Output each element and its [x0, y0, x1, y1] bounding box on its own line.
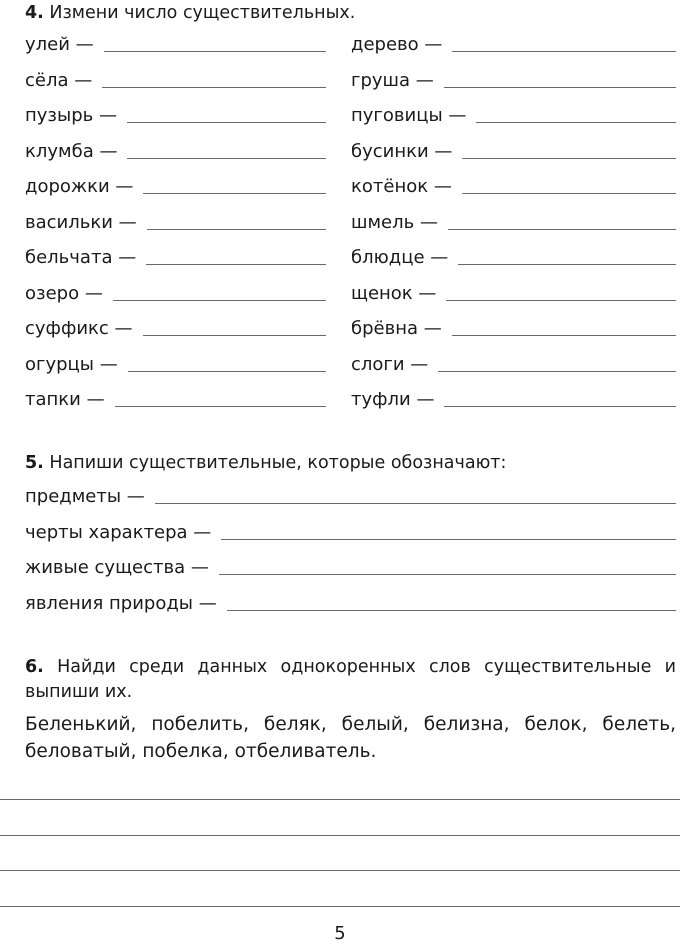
task-4-row	[351, 174, 676, 198]
task-4-number: 4.	[25, 3, 44, 23]
task-4-row	[351, 210, 676, 234]
task-4-word: улей —	[25, 34, 94, 55]
task-5-word: явления природы —	[25, 593, 217, 614]
task-4-row	[351, 103, 676, 127]
task-4-word: брёвна —	[351, 318, 442, 339]
task-4-word: груша —	[351, 70, 434, 91]
answer-line[interactable]	[227, 610, 676, 611]
task-4-row	[25, 387, 326, 411]
answer-line[interactable]	[452, 51, 676, 52]
task-4-word: туфли —	[351, 389, 435, 410]
answer-line[interactable]	[0, 835, 680, 836]
task-4-row	[351, 316, 676, 340]
task-4-row	[351, 68, 676, 92]
task-4-word: сёла —	[25, 70, 93, 91]
task-4-word: щенок —	[351, 283, 437, 304]
answer-line[interactable]	[113, 300, 326, 301]
answer-line[interactable]	[476, 122, 676, 123]
answer-line[interactable]	[147, 229, 326, 230]
answer-line[interactable]	[446, 300, 676, 301]
answer-line[interactable]	[128, 371, 326, 372]
answer-line[interactable]	[0, 799, 680, 800]
task-4-word: пуговицы —	[351, 105, 467, 126]
task-4-row	[25, 210, 326, 234]
task-4-row	[25, 139, 326, 163]
task-5-heading	[25, 452, 506, 474]
task-4-heading	[25, 2, 355, 24]
answer-line[interactable]	[219, 574, 676, 575]
task-4-row	[25, 245, 326, 269]
task-5-word: живые существа —	[25, 557, 209, 578]
task-4-row	[25, 68, 326, 92]
task-4-word: котёнок —	[351, 176, 452, 197]
task-5-row	[25, 484, 676, 508]
task-4-word: тапки —	[25, 389, 105, 410]
task-4-row	[25, 316, 326, 340]
task-4-row	[351, 245, 676, 269]
task-4-word: бусинки —	[351, 141, 453, 162]
task-5-word: черты характера —	[25, 522, 212, 543]
task-4-row	[351, 281, 676, 305]
task-4-word: суффикс —	[25, 318, 133, 339]
answer-line[interactable]	[143, 335, 326, 336]
task-4-row	[351, 32, 676, 56]
task-4-row	[25, 352, 326, 376]
task-4-word: васильки —	[25, 212, 137, 233]
answer-line[interactable]	[448, 229, 676, 230]
task-5-row	[25, 555, 676, 579]
task-4-word: клумба —	[25, 141, 118, 162]
task-4-title: Измени число существительных.	[49, 3, 356, 23]
answer-line[interactable]	[462, 193, 676, 194]
answer-line[interactable]	[127, 158, 326, 159]
task-6-number: 6.	[25, 657, 44, 677]
answer-line[interactable]	[0, 870, 680, 871]
task-4-row	[25, 174, 326, 198]
answer-line[interactable]	[104, 51, 326, 52]
task-4-row	[25, 32, 326, 56]
answer-line[interactable]	[146, 264, 326, 265]
task-4-word: дорожки —	[25, 176, 134, 197]
task-6-heading	[25, 655, 676, 705]
task-4-word: бельчата —	[25, 247, 137, 268]
answer-line[interactable]	[143, 193, 326, 194]
task-4-row	[351, 387, 676, 411]
task-4-word: шмель —	[351, 212, 438, 233]
answer-line[interactable]	[127, 122, 326, 123]
answer-line[interactable]	[221, 539, 676, 540]
task-5-title: Напиши существительные, которые обозначают:	[49, 453, 507, 473]
task-5-word: предметы —	[25, 486, 145, 507]
answer-line[interactable]	[155, 503, 676, 504]
task-4-word: озеро —	[25, 283, 103, 304]
answer-line[interactable]	[115, 406, 326, 407]
answer-line[interactable]	[444, 87, 676, 88]
task-4-word: пузырь —	[25, 105, 117, 126]
task-4-row	[351, 352, 676, 376]
task-4-row	[25, 281, 326, 305]
task-4-word: огурцы —	[25, 354, 118, 375]
answer-line[interactable]	[444, 406, 676, 407]
answer-line[interactable]	[438, 371, 676, 372]
task-6-title: Найди среди данных однокоренных слов существительные и выпиши их.	[25, 657, 676, 702]
task-4-row	[25, 103, 326, 127]
answer-line[interactable]	[102, 87, 326, 88]
task-5-row	[25, 520, 676, 544]
task-4-word: слоги —	[351, 354, 429, 375]
task-4-word: дерево —	[351, 34, 443, 55]
task-6-word-list: Беленький, побелить, беляк, белый, белизна, белок, белеть, беловатый, побелка, отбеливатель.	[25, 714, 676, 762]
answer-line[interactable]	[0, 906, 680, 907]
answer-line[interactable]	[452, 335, 676, 336]
task-4-row	[351, 139, 676, 163]
answer-line[interactable]	[462, 158, 676, 159]
task-4-word: блюдце —	[351, 247, 449, 268]
task-5-number: 5.	[25, 453, 44, 473]
page-number: 5	[334, 923, 346, 944]
task-5-row	[25, 591, 676, 615]
answer-line[interactable]	[458, 264, 676, 265]
